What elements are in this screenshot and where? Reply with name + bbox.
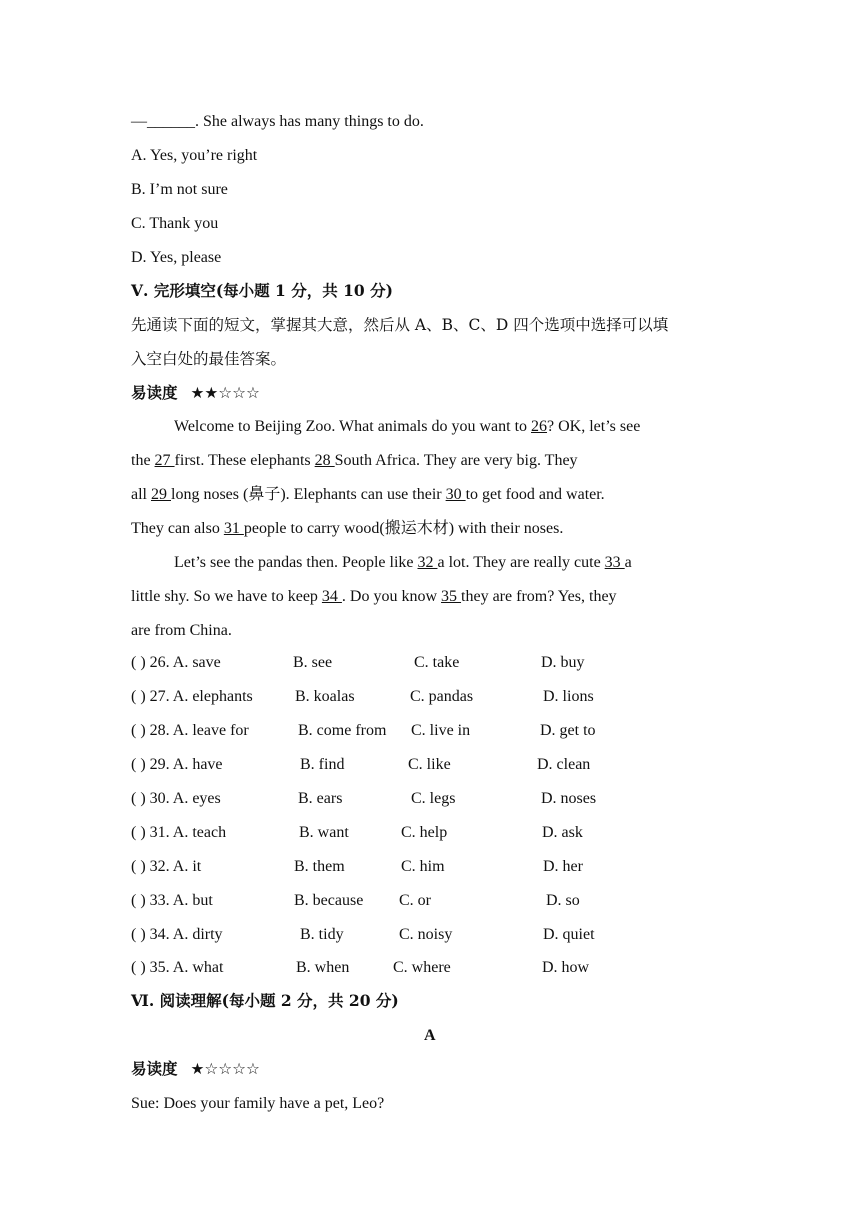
option-b: B. tidy <box>300 926 344 943</box>
blank-31: 31 <box>223 520 244 537</box>
question-row-30 <box>0 790 860 810</box>
text: little shy. So we have to keep <box>131 588 322 605</box>
question-stem: ( ) 30. A. eyes <box>131 790 221 807</box>
text: they are from? Yes, they <box>461 588 617 605</box>
option-c: C. take <box>414 654 460 671</box>
dialogue-line: Sue: Does your family have a pet, Leo? <box>131 1095 385 1112</box>
passage-line <box>174 417 640 437</box>
blank-28: 28 <box>314 452 335 469</box>
section-5-difficulty <box>131 383 260 403</box>
option-d: D. lions <box>543 688 594 705</box>
option-b: B. come from <box>298 722 387 739</box>
option-d: D. how <box>542 959 590 976</box>
question-row-28 <box>0 722 860 742</box>
question-stem: ( ) 27. A. elephants <box>131 688 253 705</box>
option-d: D. quiet <box>543 926 595 943</box>
question-stem: ( ) 31. A. teach <box>131 824 227 841</box>
text: South Africa. They are very big. They <box>334 452 578 469</box>
option-c: C. legs <box>411 790 456 807</box>
blank-34: 34 <box>321 588 342 605</box>
option-c: C. pandas <box>410 688 474 705</box>
option-b: B. because <box>294 892 364 909</box>
passage-line: are from China. <box>131 622 232 639</box>
option-b: B. find <box>300 756 345 773</box>
text: people to carry wood(搬运木材) with their noses. <box>243 520 564 537</box>
blank-32: 32 <box>417 554 438 571</box>
section-5-instruction-line-2: 入空白处的最佳答案。 <box>131 350 287 368</box>
passage-line <box>131 519 563 539</box>
text: all <box>131 486 151 503</box>
option-c: C. where <box>393 959 451 976</box>
question-stem: ( ) 28. A. leave for <box>131 722 249 739</box>
option-b: B. koalas <box>295 688 355 705</box>
option-c: C. Thank you <box>131 215 219 232</box>
question-row-32 <box>0 858 860 878</box>
option-b: B. them <box>294 858 345 875</box>
text: long noses (鼻子). Elephants can use their <box>171 486 446 503</box>
text: the <box>131 452 155 469</box>
passage-line <box>131 451 578 471</box>
difficulty-stars: ★☆☆☆☆ <box>190 1060 260 1078</box>
option-b: B. when <box>296 959 350 976</box>
text: ? OK, let’s see <box>547 418 641 435</box>
text: first. These elephants <box>174 452 315 469</box>
option-d: D. ask <box>542 824 583 841</box>
option-c: C. noisy <box>399 926 453 943</box>
option-d: D. get to <box>540 722 596 739</box>
option-b: B. want <box>299 824 349 841</box>
question-row-31 <box>0 824 860 844</box>
option-d: D. so <box>546 892 580 909</box>
option-c: C. or <box>399 892 431 909</box>
text: to get food and water. <box>465 486 605 503</box>
option-d: D. her <box>543 858 583 875</box>
option-d: D. noses <box>541 790 597 807</box>
blank-30: 30 <box>445 486 466 503</box>
question-stem: ( ) 32. A. it <box>131 858 202 875</box>
blank-27: 27 <box>154 452 175 469</box>
text: They can also <box>131 520 224 537</box>
blank-29: 29 <box>151 486 171 503</box>
option-a: A. Yes, you’re right <box>131 147 258 164</box>
option-b: B. I’m not sure <box>131 181 228 198</box>
section-6-heading: Ⅵ. 阅读理解(每小题 2 分，共 20 分) <box>131 991 399 1010</box>
option-b: B. ears <box>298 790 343 807</box>
option-c: C. him <box>401 858 445 875</box>
option-d: D. Yes, please <box>131 249 222 266</box>
text: Welcome to Beijing Zoo. What animals do you want to <box>174 418 532 435</box>
text: . Do you know <box>341 588 442 605</box>
question-row-33 <box>0 892 860 912</box>
question-stem: ( ) 33. A. but <box>131 892 213 909</box>
question-row-34 <box>0 926 860 946</box>
question-row-26 <box>0 654 860 674</box>
difficulty-label: 易读度 <box>131 1059 178 1078</box>
blank-33: 33 <box>604 554 625 571</box>
option-c: C. like <box>408 756 451 773</box>
question-stem-line: —______. She always has many things to do. <box>131 113 424 130</box>
text: a <box>624 554 632 571</box>
text: Let’s see the pandas then. People like <box>174 554 418 571</box>
blank-26: 26 <box>531 418 548 435</box>
question-stem: ( ) 29. A. have <box>131 756 223 773</box>
option-b: B. see <box>293 654 333 671</box>
passage-line <box>131 485 605 505</box>
difficulty-stars: ★★☆☆☆ <box>190 384 260 402</box>
option-c: C. live in <box>411 722 471 739</box>
section-5-instruction-line-1: 先通读下面的短文，掌握其大意，然后从 A、B、C、D 四个选项中选择可以填 <box>131 316 669 334</box>
part-label: A <box>424 1027 436 1044</box>
blank-35: 35 <box>441 588 462 605</box>
option-d: D. clean <box>537 756 591 773</box>
option-c: C. help <box>401 824 448 841</box>
question-stem: ( ) 26. A. save <box>131 654 221 671</box>
section-6-difficulty <box>131 1059 260 1079</box>
text: a lot. They are really cute <box>437 554 605 571</box>
section-5-heading: Ⅴ. 完形填空(每小题 1 分，共 10 分) <box>131 281 393 300</box>
difficulty-label: 易读度 <box>131 383 178 402</box>
passage-line <box>131 587 617 607</box>
option-d: D. buy <box>541 654 585 671</box>
question-row-27 <box>0 688 860 708</box>
question-row-35 <box>0 959 860 979</box>
question-stem: ( ) 35. A. what <box>131 959 224 976</box>
question-row-29 <box>0 756 860 776</box>
question-stem: ( ) 34. A. dirty <box>131 926 223 943</box>
passage-line <box>174 553 632 573</box>
